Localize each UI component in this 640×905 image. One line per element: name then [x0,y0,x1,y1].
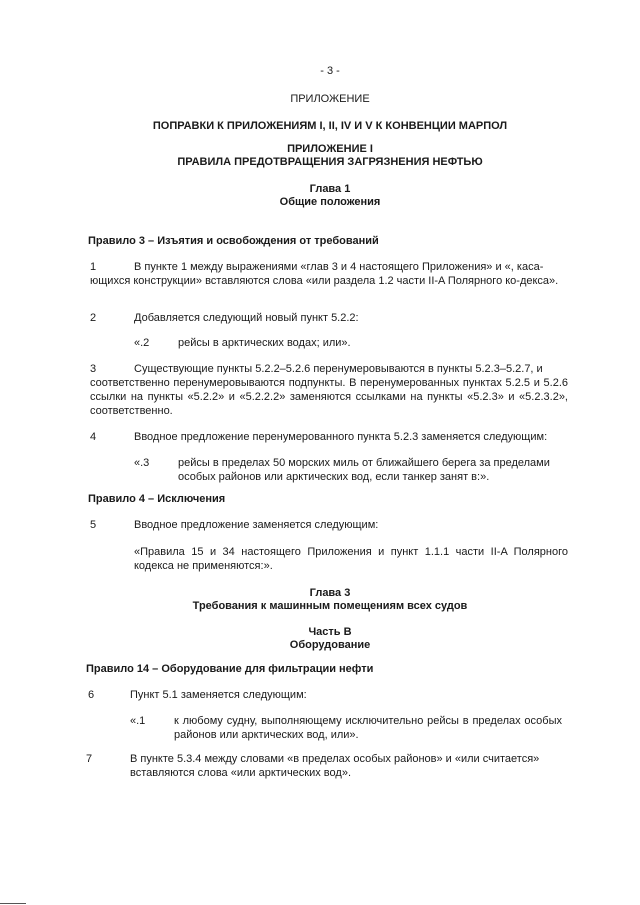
regulation-14-heading: Правило 14 – Оборудование для фильтрации нефти [86,663,374,675]
annex-i-subtitle: ПРАВИЛА ПРЕДОТВРАЩЕНИЯ ЗАГРЯЗНЕНИЯ НЕФТЬЮ [177,156,483,168]
chapter-3-title: Глава 3 [309,587,351,599]
paragraph-5-number: 5 [90,519,97,531]
paragraph-1-continuation: ющихся конструкции» вставляются слова «или раздела 1.2 части II-A Полярного ко-декса». [90,275,559,287]
page-number: - 3 - [320,65,340,77]
document-title: ПОПРАВКИ К ПРИЛОЖЕНИЯМ I, II, IV И V К КОНВЕНЦИИ МАРПОЛ [152,120,508,132]
chapter-1-subtitle: Общие положения [279,196,381,208]
part-b-subtitle: Оборудование [289,639,371,651]
paragraph-2-text: Добавляется следующий новый пункт 5.2.2: [134,312,359,324]
subparagraph-2-number: «.2 [134,337,150,349]
paragraph-6-number: 6 [88,689,95,701]
subparagraph-3-text: рейсы в пределах 50 морских миль от ближайшего берега за пределами особых районов или арктических вод, если танкер занят в:». [178,457,550,483]
annex-label: ПРИЛОЖЕНИЕ [290,93,370,105]
paragraph-1-first-line: В пункте 1 между выражениями «глав 3 и 4 настоящего Приложения» и «, каса- [134,261,544,273]
paragraph-5-quote: «Правила 15 и 34 настоящего Приложения и пункт 1.1.1 части II-A Полярного кодекса не применяются:». [134,546,568,572]
paragraph-4-text: Вводное предложение перенумерованного пункта 5.2.3 заменяется следующим: [134,431,548,443]
subparagraph-1-text: к любому судну, выполняющему исключительно рейсы в пределах особых районов или арктических вод, или». [174,715,562,741]
paragraph-7-number: 7 [86,753,93,765]
paragraph-5-text: Вводное предложение заменяется следующим: [134,519,379,531]
paragraph-3-first-line: Существующие пункты 5.2.2–5.2.6 перенумеровываются в пункты 5.2.3–5.2.7, и [134,363,543,375]
paragraph-4-number: 4 [90,431,97,443]
paragraph-7-text: В пункте 5.3.4 между словами «в пределах особых районов» и «или считается» вставляются слова «или арктических вод». [130,753,540,779]
subparagraph-2-text: рейсы в арктических водах; или». [178,337,351,349]
subparagraph-1-number: «.1 [130,715,146,727]
subparagraph-3-number: «.3 [134,457,150,469]
paragraph-3-number: 3 [90,363,97,375]
footer-rule [0,903,26,904]
chapter-3-subtitle: Требования к машинным помещениям всех судов [192,600,468,612]
paragraph-6-text: Пункт 5.1 заменяется следующим: [130,689,307,701]
paragraph-1-number: 1 [90,261,97,273]
annex-i-title: ПРИЛОЖЕНИЕ I [287,143,373,155]
chapter-1-title: Глава 1 [309,183,351,195]
regulation-3-heading: Правило 3 – Изъятия и освобождения от требований [88,235,379,247]
regulation-4-heading: Правило 4 – Исключения [88,493,226,505]
paragraph-3-continuation: соответственно перенумеровываются подпункты. В перенумерованных пунктах 5.2.5 и 5.2.6 ссылки на пункты «5.2.2» и «5.2.2.2» заменяются ссылками на пункты «5.2.3» и «5.2.3.2», соответственно. [90,377,568,417]
part-b-title: Часть B [308,626,352,638]
paragraph-2-number: 2 [90,312,97,324]
